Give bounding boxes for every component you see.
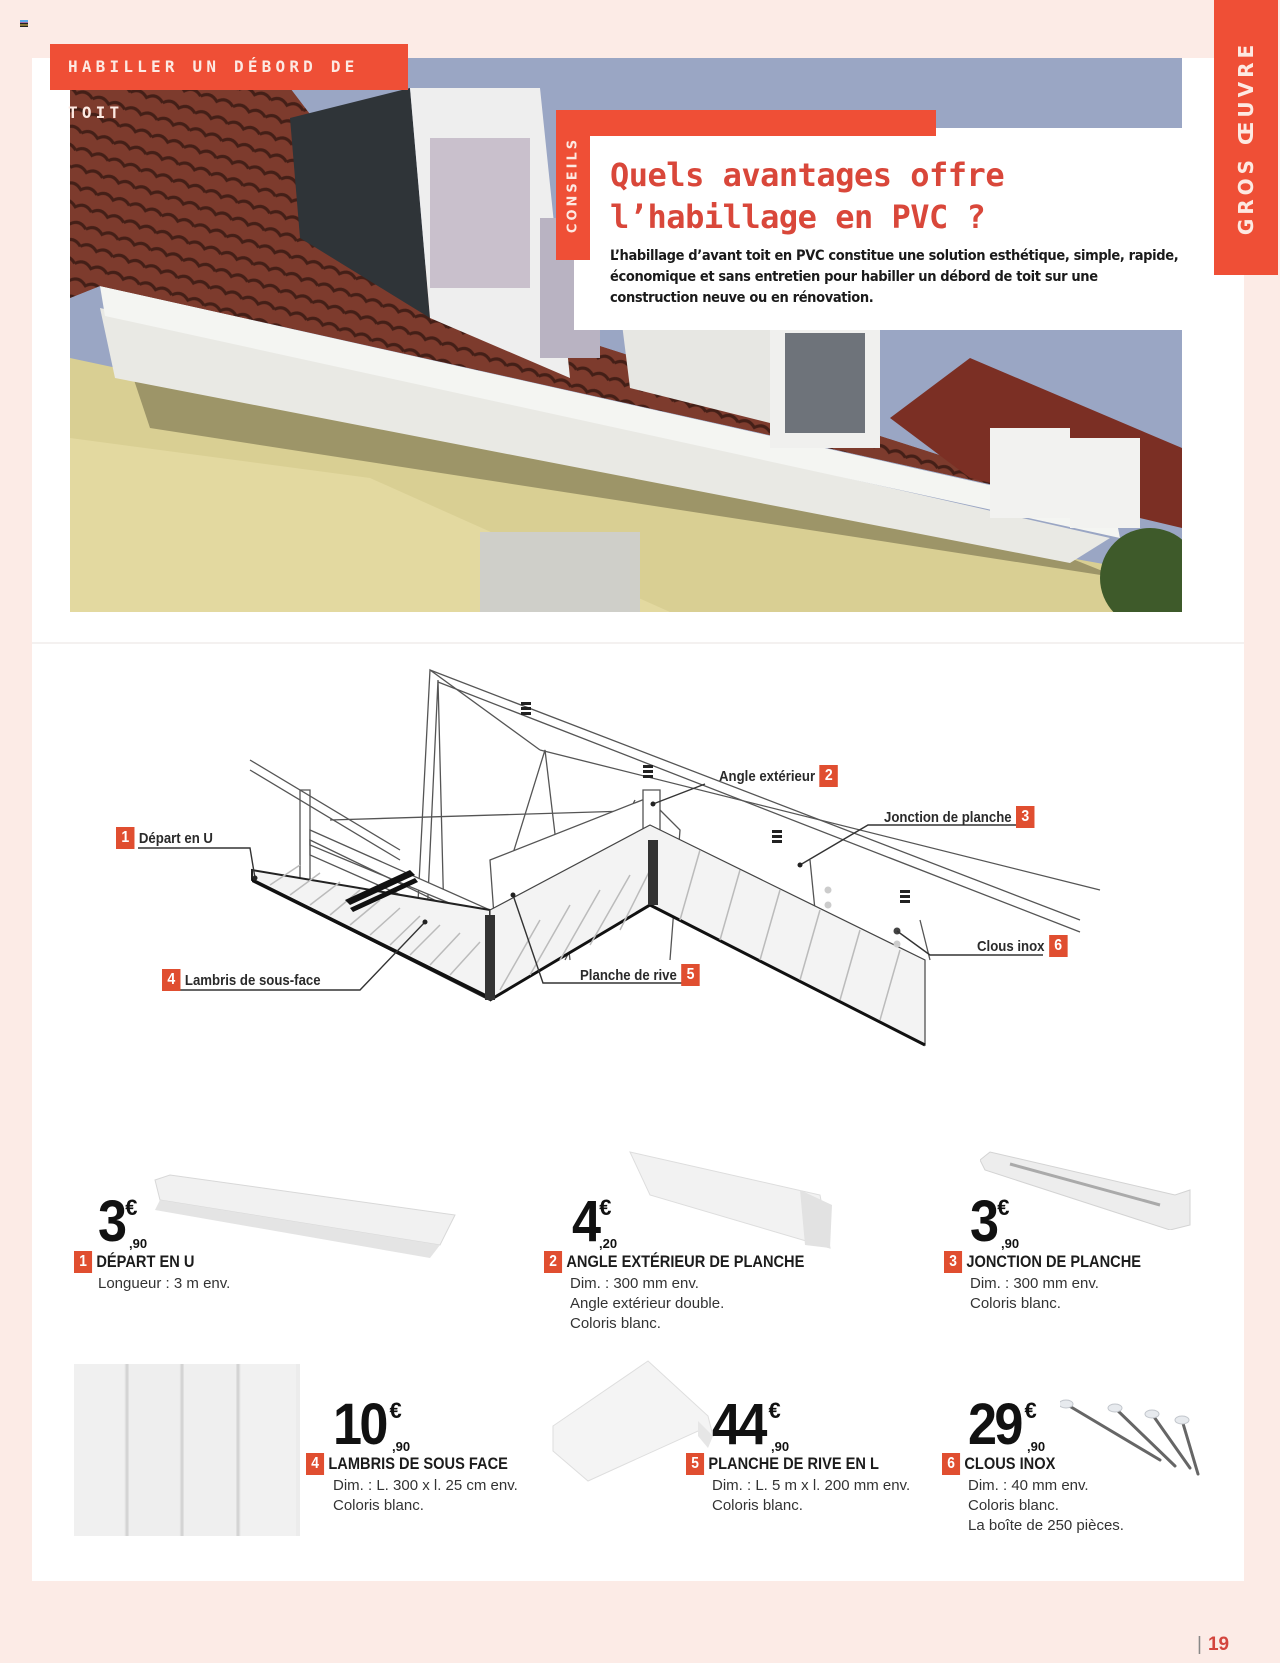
product-number-badge: 2 (544, 1251, 562, 1273)
tips-accent-bar (556, 110, 936, 136)
desc-line: Coloris blanc. (333, 1497, 424, 1514)
roof-structure-illustration (100, 660, 1160, 1130)
desc-line: La boîte de 250 pièces. (968, 1517, 1124, 1534)
page-number-value: 19 (1207, 1634, 1230, 1655)
price-currency: € (599, 1195, 612, 1220)
price-decimal: ,90 (771, 1439, 790, 1454)
side-tab-label: GROS ŒUVRE (1234, 40, 1258, 235)
product-image-depart-en-u (150, 1170, 460, 1260)
price-integer: 10 (333, 1392, 386, 1457)
price-decimal: ,90 (1001, 1236, 1020, 1251)
tips-label-tab (556, 110, 590, 260)
product-description (333, 1476, 518, 1516)
product-title-text: PLANCHE DE RIVE EN L (708, 1454, 879, 1473)
price-currency: € (768, 1398, 781, 1423)
price-integer: 29 (968, 1392, 1021, 1457)
product-description (570, 1274, 724, 1334)
price-currency: € (389, 1398, 402, 1423)
callout-number-6: 6 (1049, 935, 1067, 957)
callout-number-1: 1 (116, 827, 134, 849)
product-title (544, 1251, 804, 1273)
product-description (970, 1274, 1099, 1314)
assembly-diagram (100, 660, 1160, 1130)
callout-planche-de-rive (580, 964, 700, 986)
callout-depart-en-u (116, 827, 213, 849)
desc-line: Dim. : 300 mm env. (970, 1275, 1099, 1292)
product-title-text: LAMBRIS DE SOUS FACE (328, 1454, 508, 1473)
tips-title-line2: l’habillage en PVC ? (610, 198, 986, 236)
desc-line: Dim. : 40 mm env. (968, 1477, 1089, 1494)
product-number-badge: 1 (74, 1251, 92, 1273)
flag-icon (20, 20, 28, 27)
price-integer: 3 (98, 1189, 125, 1254)
price-decimal: ,20 (599, 1236, 618, 1251)
desc-line: Coloris blanc. (968, 1497, 1059, 1514)
callout-angle-exterieur (719, 765, 838, 787)
price-decimal: ,90 (1027, 1439, 1046, 1454)
page-number (1197, 1634, 1229, 1656)
tips-box (574, 128, 1182, 330)
callout-number-3: 3 (1016, 806, 1034, 828)
callout-number-5: 5 (681, 964, 699, 986)
section-tag: HABILLER UN DÉBORD DE TOIT (50, 44, 408, 90)
callout-lambris-de-sous-face (162, 969, 321, 991)
side-tab-category (1214, 0, 1278, 275)
product-title-text: CLOUS INOX (964, 1454, 1056, 1473)
product-title (944, 1251, 1141, 1273)
product-description (968, 1476, 1124, 1536)
product-number-badge: 4 (306, 1453, 324, 1475)
product-image-clous-inox (1060, 1398, 1210, 1478)
product-title-text: DÉPART EN U (96, 1252, 195, 1271)
price (970, 1189, 1020, 1254)
desc-line: Dim. : L. 5 m x l. 200 mm env. (712, 1477, 911, 1494)
product-title-text: ANGLE EXTÉRIEUR DE PLANCHE (566, 1252, 805, 1271)
callout-label: Angle extérieur (719, 767, 816, 785)
callout-label: Clous inox (977, 937, 1045, 955)
price (968, 1392, 1046, 1457)
product-number-badge: 6 (942, 1453, 960, 1475)
price-integer: 3 (970, 1189, 997, 1254)
product-number-badge: 3 (944, 1251, 962, 1273)
tips-title-line1: Quels avantages offre (610, 156, 1005, 194)
callout-number-2: 2 (820, 765, 838, 787)
product-title (306, 1453, 508, 1475)
product-title (942, 1453, 1055, 1475)
price (712, 1392, 790, 1457)
price-decimal: ,90 (129, 1236, 148, 1251)
product-image-angle-exterieur (620, 1150, 840, 1250)
callout-jonction-de-planche (884, 806, 1035, 828)
page-number-divider: | (1197, 1634, 1202, 1655)
tips-body: L’habillage d’avant toit en PVC constitue une solution esthétique, simple, rapide, économique et sans entretien pour habiller un débord de toit sur une construction neuve ou en rénovation. (610, 248, 1179, 306)
tips-title (610, 154, 1152, 238)
price (98, 1189, 148, 1254)
desc-line: Coloris blanc. (712, 1497, 803, 1514)
callout-clous-inox (977, 935, 1067, 957)
price (572, 1189, 618, 1254)
price (333, 1392, 411, 1457)
callout-label: Départ en U (138, 829, 213, 847)
price-currency: € (1024, 1398, 1037, 1423)
price-integer: 4 (572, 1189, 599, 1254)
desc-line: Coloris blanc. (970, 1295, 1061, 1312)
callout-label: Lambris de sous-face (184, 971, 321, 989)
price-currency: € (125, 1195, 138, 1220)
desc-line: Dim. : L. 300 x l. 25 cm env. (333, 1477, 518, 1494)
desc-line: Longueur : 3 m env. (98, 1275, 231, 1292)
product-title (74, 1251, 194, 1273)
price-integer: 44 (712, 1392, 765, 1457)
callout-label: Jonction de planche (884, 808, 1012, 826)
product-number-badge: 5 (686, 1453, 704, 1475)
product-description (98, 1274, 230, 1294)
callout-number-4: 4 (162, 969, 180, 991)
product-description (712, 1476, 910, 1516)
product-image-lambris (74, 1364, 300, 1536)
callout-label: Planche de rive (580, 966, 677, 984)
desc-line: Coloris blanc. (570, 1315, 661, 1332)
price-currency: € (997, 1195, 1010, 1220)
desc-line: Angle extérieur double. (570, 1295, 725, 1312)
desc-line: Dim. : 300 mm env. (570, 1275, 699, 1292)
section-divider (32, 642, 1244, 644)
product-title-text: JONCTION DE PLANCHE (966, 1252, 1142, 1271)
price-decimal: ,90 (392, 1439, 411, 1454)
tips-label: CONSEILS (565, 136, 581, 234)
product-image-jonction (980, 1150, 1195, 1230)
product-title (686, 1453, 879, 1475)
